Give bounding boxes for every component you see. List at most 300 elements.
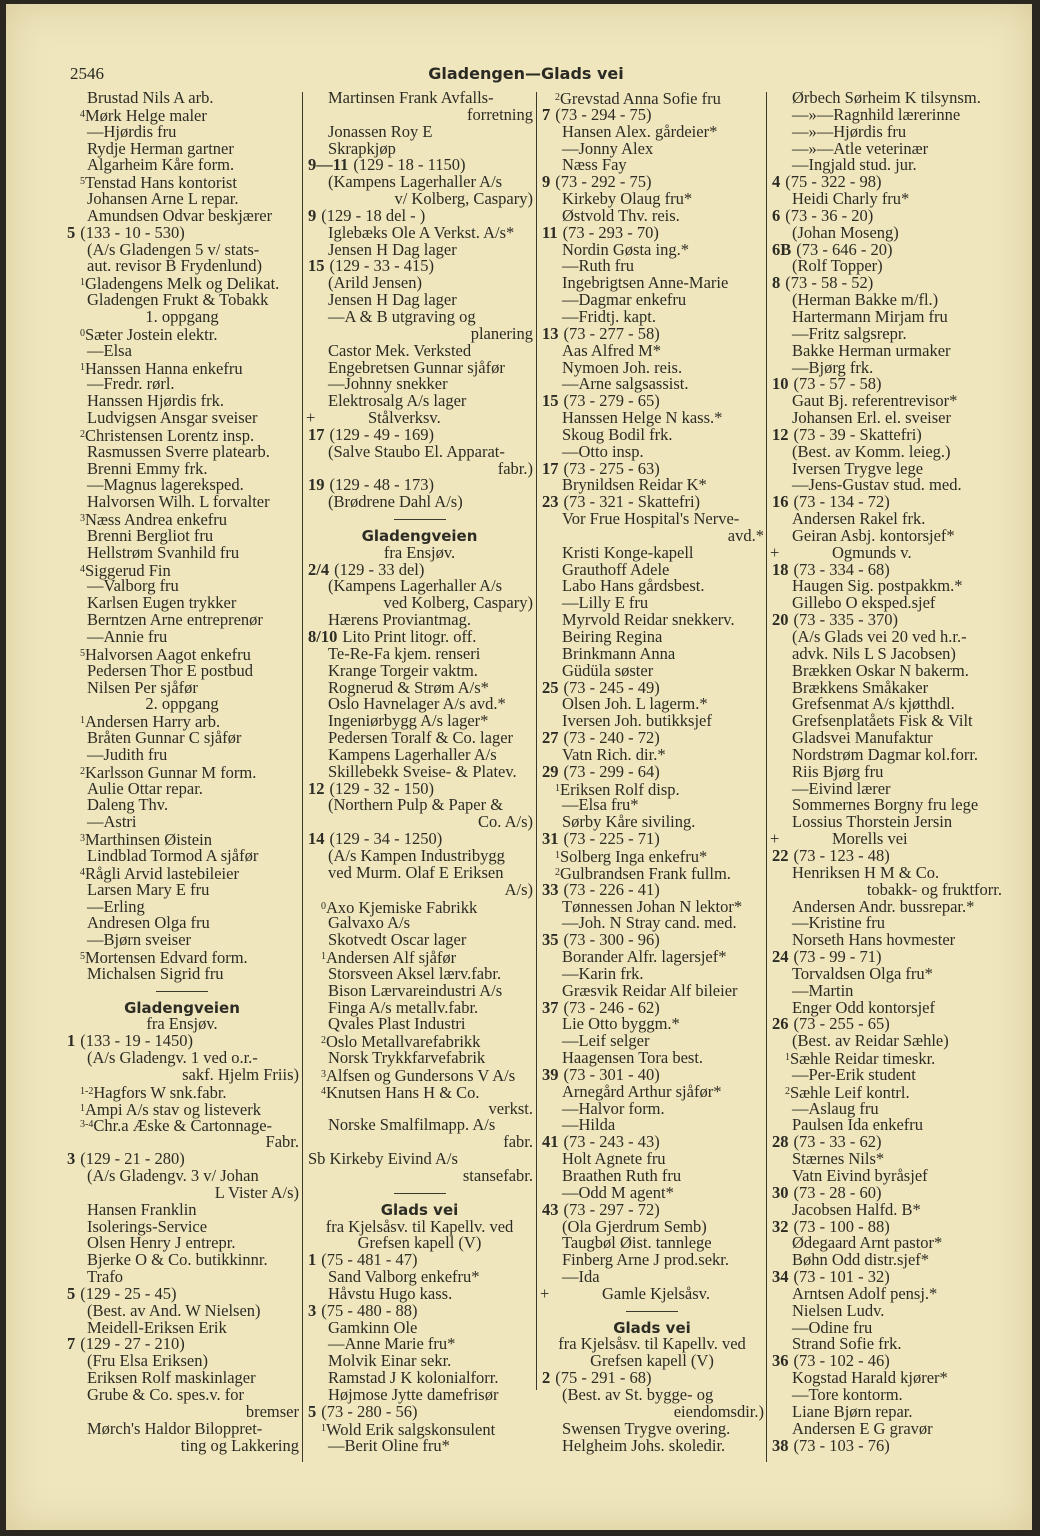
floor-number: 5: [80, 647, 85, 659]
entry-text: Ørbech Sørheim K tilsynsm.: [792, 88, 981, 107]
entry-text: Hellstrøm Svanhild fru: [87, 542, 240, 562]
entry-text: Andersen Andr. bussrepar.*: [792, 896, 975, 916]
house-number: 17: [308, 424, 325, 444]
entry-text: Brustad Nils A arb.: [87, 88, 214, 107]
entry-text: Lito Print litogr. off.: [342, 627, 477, 646]
entry-text: —Fritz salgsrepr.: [792, 323, 907, 343]
entry-text: Højmose Jytte damefrisør: [328, 1384, 499, 1404]
entry-text: Knutsen Hans H & Co.: [326, 1082, 480, 1102]
directory-entry: [304, 1435, 535, 1455]
entry-text: (129 - 48 - 173): [329, 475, 434, 495]
entry-text: Alfsen og Gundersons V A/s: [326, 1065, 516, 1085]
entry-text: stansefabr.: [462, 1166, 533, 1185]
entry-text: Pedersen Toralf & Co. lager: [328, 728, 514, 748]
entry-text: (73 - 294 - 75): [555, 104, 652, 124]
entry-text: (Northern Pulp & Paper &: [328, 795, 504, 815]
entry-text: (Best. av And. W Nielsen): [87, 1300, 261, 1320]
entry-text: Marthinsen Øistein: [85, 830, 212, 850]
floor-number: 1: [80, 277, 85, 289]
entry-text: Rågli Arvid lastebileier: [85, 863, 239, 883]
house-number: 8/10: [308, 627, 338, 646]
floor-number: 1: [80, 1102, 85, 1114]
entry-text: Grefsenmat A/s kjøtthdl.: [792, 694, 955, 714]
entry-text: Bøhn Odd distr.sjef*: [792, 1250, 930, 1270]
entry-text: Elektrosalg A/s lager: [328, 391, 467, 411]
directory-entry: [63, 629, 301, 646]
house-number: 3: [308, 1300, 317, 1320]
directory-entry: [63, 258, 301, 275]
entry-text: Vor Frue Hospital's Nerve-: [562, 509, 740, 529]
house-number: 43: [542, 1199, 559, 1219]
entry-text: Rognerud & Strøm A/s*: [328, 677, 489, 697]
entry-text: Qvales Plast Industri: [328, 1014, 466, 1034]
section-divider: [538, 1303, 766, 1320]
floor-entry: [63, 1084, 301, 1101]
entry-text: 1. oppgang: [145, 306, 219, 326]
entry-text: —Bjørn sveiser: [87, 930, 192, 950]
entry-text: Olsen Joh. L lagerm.*: [562, 694, 708, 714]
entry-text: Enger Odd kontorsjef: [792, 997, 935, 1017]
entry-text: Güdüla søster: [562, 660, 654, 680]
entry-text: (73 - 36 - 20): [785, 205, 874, 225]
entry-text: (73 - 134 - 72): [793, 492, 890, 512]
entry-text: Chr.a Æske & Cartonnage-: [93, 1116, 273, 1136]
house-number: 6B: [772, 239, 792, 259]
entry-text: Finberg Arne J prod.sekr.: [562, 1250, 729, 1270]
entry-text: Labo Hans gårdsbest.: [562, 576, 705, 596]
entry-text: (75 - 481 - 47): [321, 1250, 418, 1270]
directory-entry: [63, 340, 301, 360]
house-number: 39: [542, 1064, 559, 1084]
floor-number: 4: [321, 1085, 326, 1097]
entry-text: eiendomsdir.): [673, 1401, 764, 1421]
entry-text: fra Ensjøv.: [383, 542, 456, 562]
entry-text: —Anne Marie fru*: [328, 1334, 456, 1354]
entry-text: (73 - 280 - 56): [321, 1401, 418, 1421]
entry-text: Hagfors W snk.fabr.: [93, 1082, 227, 1102]
entry-text: Beiring Regina: [562, 627, 663, 646]
floor-number: 1-2: [80, 1085, 94, 1097]
directory-entry: [63, 494, 301, 511]
floor-number: 5: [80, 176, 85, 188]
directory-column-2: [304, 90, 535, 1454]
entry-text: Isolerings-Service: [87, 1216, 208, 1236]
entry-text: Tenstad Hans kontorist: [85, 173, 237, 193]
entry-text: Næss Fay: [562, 155, 627, 175]
entry-text: ved Murm. Olaf E Eriksen: [328, 862, 504, 882]
entry-text: (Kampens Lagerhaller A/s: [328, 576, 503, 596]
entry-text: Norsk Trykkfarvefabrik: [328, 1048, 486, 1068]
floor-number: 2: [80, 765, 85, 777]
cross-street-icon: +: [540, 1283, 550, 1303]
house-number: 12: [308, 778, 325, 798]
entry-text: (73 - 33 - 62): [793, 1132, 882, 1152]
floor-number: 1: [321, 1422, 326, 1434]
entry-text: —Hjørdis fru: [87, 121, 177, 141]
entry-text: (Kampens Lagerhaller A/s: [328, 172, 503, 192]
entry-text: —Hilda: [562, 1115, 616, 1135]
entry-text: Aas Alfred M*: [562, 340, 661, 360]
directory-entry: [304, 932, 535, 949]
entry-text: (73 - 275 - 63): [563, 458, 660, 478]
entry-text: —Leif selger: [562, 1031, 650, 1051]
house-number: 22: [772, 845, 789, 865]
entry-text: Riis Bjørg fru: [792, 761, 884, 781]
house-number: 5: [67, 222, 76, 242]
floor-number: 0: [80, 327, 85, 339]
entry-text: Græsvik Reidar Alf bileier: [562, 980, 738, 1000]
entry-text: Lossius Thorstein Jersin: [792, 812, 953, 832]
house-number: 5: [67, 1283, 76, 1303]
entry-text: Nordstrøm Dagmar kol.forr.: [792, 744, 979, 764]
entry-text: Daleng Thv.: [87, 795, 169, 815]
entry-text: —Elsa: [87, 340, 132, 360]
floor-number: 3: [80, 833, 85, 845]
entry-text: Ludvigsen Ansgar sveiser: [87, 408, 258, 428]
floor-number: 1: [80, 715, 85, 727]
entry-text: Ampi A/s stav og listeverk: [85, 1099, 261, 1119]
house-number: 15: [308, 256, 325, 276]
entry-text: Nordin Gøsta ing.*: [562, 239, 689, 259]
entry-text: (Fru Elsa Eriksen): [87, 1351, 208, 1371]
entry-text: (73 - 28 - 60): [793, 1182, 882, 1202]
floor-number: 0: [321, 900, 326, 912]
floor-number: 3-4: [80, 1119, 94, 1131]
entry-text: Holt Agnete fru: [562, 1149, 666, 1169]
entry-continuation: [63, 1435, 301, 1455]
entry-text: (A/s Gladengv. 3 v/ Johan: [87, 1166, 259, 1185]
entry-text: Haugen Sig. postpakkm.*: [792, 576, 963, 596]
entry-text: —Magnus lagereksped.: [87, 475, 244, 495]
entry-text: —Arne salgsassist.: [562, 374, 689, 394]
entry-text: Gillebo O eksped.sjef: [792, 593, 936, 613]
entry-text: Hanssen Hanna enkefru: [85, 358, 243, 378]
house-number: 8: [772, 273, 781, 293]
directory-entry: [63, 157, 301, 174]
entry-text: Johansen Arne L repar.: [87, 189, 239, 209]
floor-entry: [63, 1101, 301, 1118]
entry-text: Næss Andrea enkefru: [85, 510, 228, 530]
entry-text: Sørby Kåre siviling.: [562, 812, 696, 832]
house-number: 16: [772, 492, 789, 512]
entry-text: Meidell-Eriksen Erik: [87, 1317, 227, 1337]
house-number: 34: [772, 1267, 789, 1287]
entry-text: Østvold Thv. reis.: [562, 205, 680, 225]
page-title: Gladengen—Glads vei: [428, 64, 624, 83]
entry-text: Halvorsen Aagot enkefru: [85, 644, 251, 664]
entry-text: Mørk Helge maler: [85, 105, 207, 125]
entry-text: Andersen E G gravør: [792, 1418, 933, 1438]
entry-text: Grefsen kapell (V): [357, 1233, 482, 1253]
entry-text: —Bjørg frk.: [792, 357, 874, 377]
entry-text: (73 - 57 - 58): [793, 374, 882, 394]
entry-text: Morells vei: [832, 829, 908, 849]
entry-text: Sæhle Leif kontrl.: [790, 1082, 910, 1102]
directory-entry: [768, 1064, 1004, 1084]
entry-text: Liane Bjørn repar.: [792, 1401, 913, 1421]
entry-text: Andersen Harry arb.: [85, 712, 221, 732]
entry-text: Galvaxo A/s: [328, 913, 411, 933]
entry-text: (Ola Gjerdrum Semb): [562, 1216, 707, 1236]
entry-text: (129 - 34 - 1250): [329, 829, 443, 849]
entry-text: Lie Otto byggm.*: [562, 1014, 680, 1034]
house-number: 13: [542, 323, 559, 343]
house-number-line: [768, 1435, 1004, 1455]
directory-entry: [304, 1117, 535, 1134]
directory-column-4: [768, 90, 1004, 1454]
house-number-line: [304, 1401, 535, 1421]
entry-text: Bjerke O & Co. butikkinnr.: [87, 1250, 268, 1270]
entry-text: fabr.: [503, 1132, 533, 1152]
entry-text: Larsen Mary E fru: [87, 879, 210, 899]
directory-column-1: [63, 90, 301, 1454]
entry-text: Sand Valborg enkefru*: [328, 1267, 480, 1287]
entry-text: tobakk- og fruktforr.: [866, 879, 1002, 899]
entry-text: Kristi Konge-kapell: [562, 542, 694, 562]
entry-text: Skillebekk Sveise- & Platev.: [328, 761, 517, 781]
entry-text: Grevstad Anna Sofie fru: [560, 89, 721, 108]
cross-street-icon: +: [770, 542, 780, 562]
directory-entry: [304, 494, 535, 511]
house-number: 23: [542, 492, 559, 512]
entry-text: Brinkmann Anna: [562, 643, 676, 663]
entry-text: Engebretsen Gunnar sjåfør: [328, 357, 505, 377]
entry-text: (73 - 292 - 75): [555, 172, 652, 192]
entry-text: (Brødrene Dahl A/s): [328, 492, 463, 512]
entry-text: —Otto insp.: [562, 441, 644, 461]
entry-text: Rydje Herman gartner: [87, 138, 234, 158]
entry-text: (73 - 99 - 71): [793, 947, 882, 967]
directory-entry: [768, 1033, 1004, 1050]
entry-text: Arnegård Arthur sjåfør*: [562, 1081, 722, 1101]
entry-continuation: [63, 1064, 301, 1084]
entry-text: avd.*: [727, 525, 764, 545]
entry-text: —Joh. N Stray cand. med.: [562, 913, 737, 933]
entry-text: —Per-Erik student: [792, 1064, 916, 1084]
entry-text: —Odd M agent*: [562, 1182, 674, 1202]
entry-text: Siggerud Fin: [85, 560, 171, 580]
entry-text: (129 - 21 - 280): [80, 1149, 185, 1169]
entry-text: Paulsen Ida enkefru: [792, 1115, 924, 1135]
house-number: 28: [772, 1132, 789, 1152]
entry-text: ved Kolberg, Caspary): [383, 593, 533, 613]
entry-text: Sommernes Borgny fru lege: [792, 795, 979, 815]
house-number: 1: [308, 1250, 317, 1270]
house-number: 14: [308, 829, 325, 849]
entry-text: —Elsa fru*: [562, 795, 639, 815]
entry-text: (73 - 279 - 65): [563, 391, 660, 411]
house-number: 4: [772, 172, 781, 192]
entry-text: Co. A/s): [477, 812, 533, 832]
entry-text: Iglebæks Ole A Verkst. A/s*: [328, 222, 515, 242]
entry-text: (133 - 19 - 1450): [80, 1031, 193, 1051]
entry-text: —Ruth fru: [562, 256, 634, 276]
house-number: 32: [772, 1216, 789, 1236]
entry-text: (73 - 646 - 20): [796, 239, 893, 259]
entry-text: A/s): [504, 879, 533, 899]
entry-text: Gamkinn Ole: [328, 1317, 418, 1337]
entry-text: advk. Nils L S Jacobsen): [792, 643, 956, 663]
house-number: 7: [67, 1334, 76, 1354]
entry-text: (73 - 226 - 41): [563, 879, 660, 899]
entry-text: aut. revisor B Frydenlund): [87, 256, 263, 276]
entry-text: Algarheim Kåre form.: [87, 155, 235, 175]
house-number: 41: [542, 1132, 559, 1152]
entry-text: ting og Lakkering: [180, 1435, 299, 1455]
entry-text: Grauthoff Adele: [562, 559, 670, 579]
entry-text: Skoug Bodil frk.: [562, 424, 673, 444]
cross-street-icon: +: [306, 408, 316, 428]
entry-text: —Ingjald stud. jur.: [792, 155, 917, 175]
entry-text: Skotvedt Oscar lager: [328, 930, 467, 950]
entry-text: (129 - 25 - 45): [80, 1283, 177, 1303]
floor-number: 2: [80, 428, 85, 440]
entry-text: bremser: [245, 1401, 299, 1421]
house-number: 38: [772, 1435, 789, 1455]
entry-text: Sb Kirkeby Eivind A/s: [308, 1149, 458, 1169]
entry-text: (73 - 103 - 76): [793, 1435, 890, 1455]
entry-text: Storsveen Aksel lærv.fabr.: [328, 963, 502, 983]
entry-text: (73 - 123 - 48): [793, 845, 890, 865]
entry-text: Karlsen Eugen trykker: [87, 593, 237, 613]
street-subheading: [63, 306, 301, 326]
directory-entry: [63, 410, 301, 427]
floor-number: 1: [555, 849, 560, 861]
floor-number: 4: [80, 866, 85, 878]
entry-text: (75 - 291 - 68): [555, 1368, 652, 1388]
house-number: 1: [67, 1031, 76, 1051]
floor-number: 1: [80, 361, 85, 373]
entry-text: —Dagmar enkefru: [562, 290, 687, 310]
entry-text: Eriksen Rolf disp.: [560, 779, 680, 799]
entry-text: (73 - 245 - 49): [563, 677, 660, 697]
directory-entry: [63, 90, 301, 107]
house-number: 15: [542, 391, 559, 411]
entry-text: —Halvor form.: [562, 1098, 665, 1118]
entry-text: —»—Atle veterinær: [792, 138, 929, 158]
entry-text: Ogmunds v.: [832, 542, 912, 562]
house-number: 33: [542, 879, 559, 899]
entry-text: Gulbrandsen Frank fullm.: [560, 863, 731, 883]
entry-text: Sæhle Reidar timeskr.: [790, 1049, 936, 1069]
entry-text: Trafo: [87, 1267, 124, 1287]
entry-text: Andersen Alf sjåfør: [326, 948, 457, 968]
entry-text: Castor Mek. Verksted: [328, 340, 472, 360]
entry-text: —»—Hjørdis fru: [792, 121, 907, 141]
entry-text: Tønnessen Johan N lektor*: [562, 896, 743, 916]
entry-text: Eriksen Rolf maskinlager: [87, 1368, 256, 1388]
entry-text: L Vister A/s): [214, 1182, 299, 1202]
entry-text: Mortensen Edvard form.: [85, 948, 248, 968]
entry-text: Haagensen Tora best.: [562, 1048, 704, 1068]
entry-text: —Kristine fru: [792, 913, 886, 933]
entry-text: (Salve Staubo El. Apparat-: [328, 441, 505, 461]
column-divider: [536, 92, 537, 1390]
entry-text: Norseth Hans hovmester: [792, 930, 956, 950]
entry-text: (A/s Glads vei 20 ved h.r.-: [792, 627, 967, 646]
entry-text: —Fridtj. kapt.: [562, 306, 656, 326]
house-number: 12: [772, 424, 789, 444]
house-number: 29: [542, 761, 559, 781]
entry-text: Andersen Rakel frk.: [792, 509, 926, 529]
entry-text: (73 - 101 - 32): [793, 1267, 890, 1287]
floor-number: 1: [785, 1052, 790, 1064]
house-number: 9: [542, 172, 551, 192]
entry-text: Ingebrigtsen Anne-Marie: [562, 273, 729, 293]
entry-text: Myrvold Reidar snekkerv.: [562, 610, 735, 630]
entry-text: Torvaldsen Olga fru*: [792, 963, 933, 983]
entry-text: Gladengens Melk og Delikat.: [85, 274, 280, 294]
entry-text: —Ida: [562, 1267, 600, 1287]
floor-number: 1: [555, 782, 560, 794]
house-number-line: [538, 831, 766, 848]
entry-text: verkst.: [488, 1098, 533, 1118]
entry-text: Gladsvei Manufaktur: [792, 728, 933, 748]
entry-text: (129 - 33 del): [334, 559, 425, 579]
entry-text: Grefsen kapell (V): [590, 1351, 714, 1371]
entry-text: Hærens Proviantmag.: [328, 610, 471, 630]
house-number: 30: [772, 1182, 789, 1202]
entry-text: Stålverksv.: [368, 408, 441, 428]
entry-text: (73 - 255 - 65): [793, 1014, 890, 1034]
entry-text: (73 - 240 - 72): [563, 728, 660, 748]
entry-text: Norske Smalfilmapp. A/s: [328, 1115, 496, 1135]
house-number: 19: [308, 475, 325, 495]
entry-text: Olsen Henry J entrepr.: [87, 1233, 236, 1253]
entry-text: Skrapkjøp: [328, 138, 396, 158]
entry-text: (75 - 480 - 88): [321, 1300, 418, 1320]
entry-text: (Best. av Reidar Sæhle): [792, 1031, 949, 1051]
house-number: 31: [542, 829, 559, 849]
entry-text: Helgheim Johs. skoledir.: [562, 1435, 726, 1455]
entry-text: Heidi Charly fru*: [792, 189, 910, 209]
entry-text: —Judith fru: [87, 744, 168, 764]
entry-text: Geiran Asbj. kontorsjef*: [792, 525, 955, 545]
section-divider: [304, 511, 535, 528]
directory-entry: [63, 963, 301, 983]
entry-text: Martinsen Frank Avfalls-: [328, 88, 494, 107]
entry-text: Nielsen Ludv.: [792, 1300, 885, 1320]
entry-text: Johansen Erl. el. sveiser: [792, 408, 951, 428]
entry-text: (129 - 49 - 169): [329, 424, 434, 444]
entry-text: (73 - 246 - 62): [563, 997, 660, 1017]
entry-text: Rasmussen Sverre platearb.: [87, 441, 270, 461]
entry-text: Hansen Alex. gårdeier*: [562, 121, 718, 141]
directory-entry: [304, 862, 535, 882]
section-divider: [304, 1185, 535, 1202]
directory-entry: [538, 1435, 766, 1455]
house-number: 2: [542, 1368, 551, 1388]
entry-text: Bakke Herman urmaker: [792, 340, 951, 360]
street-subheading: [63, 696, 301, 713]
entry-text: (73 - 300 - 96): [563, 930, 660, 950]
house-number: 9: [308, 205, 317, 225]
entry-text: (Best. av St. bygge- og: [562, 1384, 714, 1404]
entry-text: (129 - 18 - 1150): [353, 155, 466, 175]
floor-number: 4: [80, 563, 85, 575]
entry-text: (Johan Moseng): [792, 222, 899, 242]
entry-text: (73 - 335 - 370): [793, 610, 898, 630]
floor-number: 2: [321, 1035, 326, 1047]
house-number: 26: [772, 1014, 789, 1034]
entry-text: Sæter Jostein elektr.: [85, 324, 218, 344]
entry-text: —Annie fru: [87, 627, 168, 646]
entry-text: (A/s Gladengv. 1 ved o.r.-: [87, 1048, 258, 1068]
floor-number: 3: [80, 513, 85, 525]
entry-text: forretning: [467, 104, 533, 124]
entry-text: (73 - 299 - 64): [563, 761, 660, 781]
entry-text: (75 - 322 - 98): [785, 172, 882, 192]
